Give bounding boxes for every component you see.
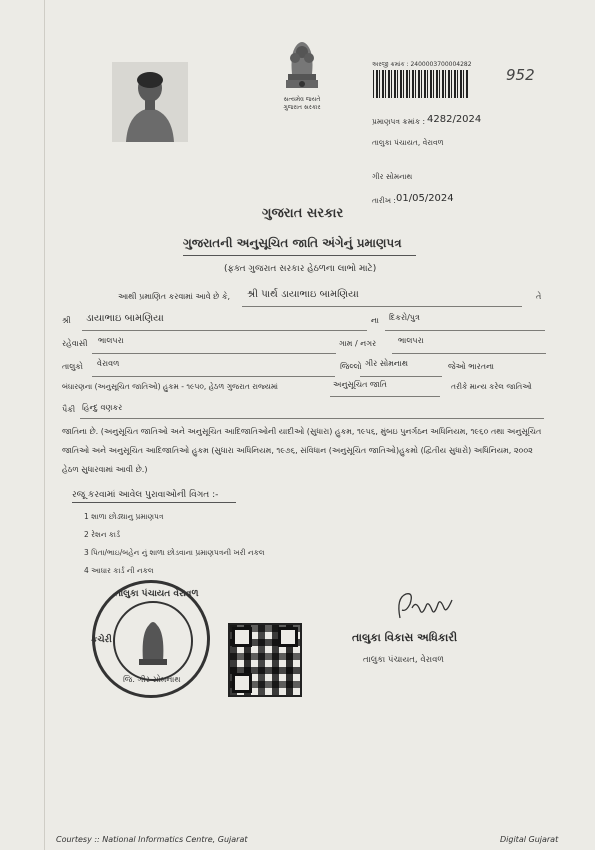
intro-text: આથી પ્રમાણિત કરવામાં આવે છે કે, (118, 292, 231, 301)
application-number: અરજી ક્રમાંક : 2400003700004282 (372, 61, 472, 68)
resident-label: રહેવાસી (62, 339, 88, 348)
stamp-emblem-icon (115, 603, 191, 679)
government-title: ગુજરાત સરકાર (262, 206, 344, 221)
official-stamp (92, 580, 210, 698)
ashoka-emblem (278, 36, 326, 120)
barcode (373, 70, 469, 98)
father-name: ડાયાભાઇ બામણિયા (86, 313, 164, 324)
na-text: ના (371, 316, 379, 325)
qr-corner (278, 627, 298, 647)
qr-corner (232, 673, 252, 693)
resident-value: ભાલપરા (98, 336, 124, 345)
applicant-name: શ્રી પાર્થ ડાયાભાઇ બામણિયા (247, 289, 359, 300)
stamp-inner-text: જિ. ગીર સોમનાથ (123, 675, 181, 684)
certificate-number-label: પ્રમાણપત્ર ક્રમાંક : (372, 117, 426, 126)
shri-text: શ્રી (62, 316, 71, 325)
qr-corner (232, 627, 252, 647)
village-label: ગામ / નગર (339, 339, 377, 348)
office-line-1: તાલુકા પંચાયત, વેરાવળ (372, 138, 444, 147)
caste-category: અનુસૂચિત જાતિ (333, 380, 387, 389)
caste-value: હિન્દુ વણકર (82, 403, 123, 412)
footer-digital-gujarat: Digital Gujarat (500, 835, 559, 844)
legal-paragraph: જાતિના છે. (અનુસૂચિત જાતિઓ અને અનુસૂચિત આદિજાતિઓની યાદીઓ (સુધારા) હુકમ, ૧૯૫૬, મુંબઇ પુનર્ગઠન અધિનિયમ, ૧૯૬૦ તથા અનુસૂચિત જાતિઓ અને અનુસૂચિત આદિજાતિઓ હુકમ (સુધારા અધિનિયમ, ૧૯૭૬, સંવિધાન (અનુસૂચિત જાતિઓ)હુકમો (દ્વિતીય સુધારો) અધિનિયમ, ૨૦૦૨ હેઠળ સુધારવામાં આવી છે.) (62, 427, 542, 474)
certificate-number: 4282/2024 (427, 114, 482, 125)
recognized-text: તરીકે માન્ય કરેલ જાતિઓ (451, 382, 532, 391)
relation: દિકરો/પુત્ર (389, 313, 420, 322)
certificate-subtitle: (ફક્ત ગુજરાત સરકાર હેઠળના લાભો માટે) (224, 264, 377, 274)
document-item-4: 4 આધાર કાર્ડ ની નકલ (84, 566, 154, 575)
constitution-text: બંધારણના (અનુસૂચિત જાતિઓ) હુકમ - ૧૯૫૦, હેઠળ ગુજરાત રાજ્યમાં (62, 382, 278, 391)
certificate-title: ગુજરાતની અનુસૂચિત જાતિ અંગેનું પ્રમાણપત્ર (183, 236, 402, 250)
emblem-caption: સત્યમેવ જયતે ગુજરાત સરકાર (283, 96, 321, 111)
village-value: ભાલપરા (398, 336, 424, 345)
applicant-photo (112, 62, 188, 142)
stamp-outer-text: તાલુકા પંચાયત વેરાવળ (115, 589, 199, 599)
signature-image (392, 588, 460, 626)
issue-date: 01/05/2024 (396, 193, 454, 204)
person-icon (112, 62, 188, 142)
district-label: જિલ્લો (340, 362, 362, 371)
taluka-value: વેરાવળ (97, 359, 120, 368)
emblem-icon (278, 36, 326, 98)
officer-designation: તાલુકા વિકાસ અધિકારી (352, 631, 458, 644)
document-item-3: 3 પિતા/ભાઇ/બહેન નું શાળા છોડવાના પ્રમાણપત્રની ખરી નકલ (84, 548, 265, 557)
date-label: તારીખ : (372, 196, 396, 205)
footer-courtesy: Courtesy :: National Informatics Centre, Gujarat (56, 835, 248, 844)
document-item-1: 1 શાળા છોડ્યાનુ પ્રમાણપત્ર (84, 512, 164, 521)
officer-office: તાલુકા પંચાયત, વેરાવળ (363, 655, 445, 665)
documents-heading: રજૂ કરવામાં આવેલ પુરાવાઓની વિગત :- (72, 490, 219, 500)
document-item-2: 2 રેશન કાર્ડ (84, 530, 121, 539)
stamp-left-text: કચેરી (91, 635, 112, 645)
te-text: તે (536, 292, 542, 301)
office-line-2: ગીર સોમનાથ (372, 172, 413, 181)
india-text: જેઓ ભારતના (448, 362, 495, 371)
qr-code (228, 623, 302, 697)
stamp-inner-ring (113, 601, 193, 681)
caste-prefix: પૈકી (62, 405, 76, 414)
district-value: ગીર સોમનાથ (365, 359, 408, 368)
handwritten-number: 952 (506, 66, 535, 84)
taluka-label: તાલુકો (62, 362, 83, 371)
paper-fold (44, 0, 45, 850)
